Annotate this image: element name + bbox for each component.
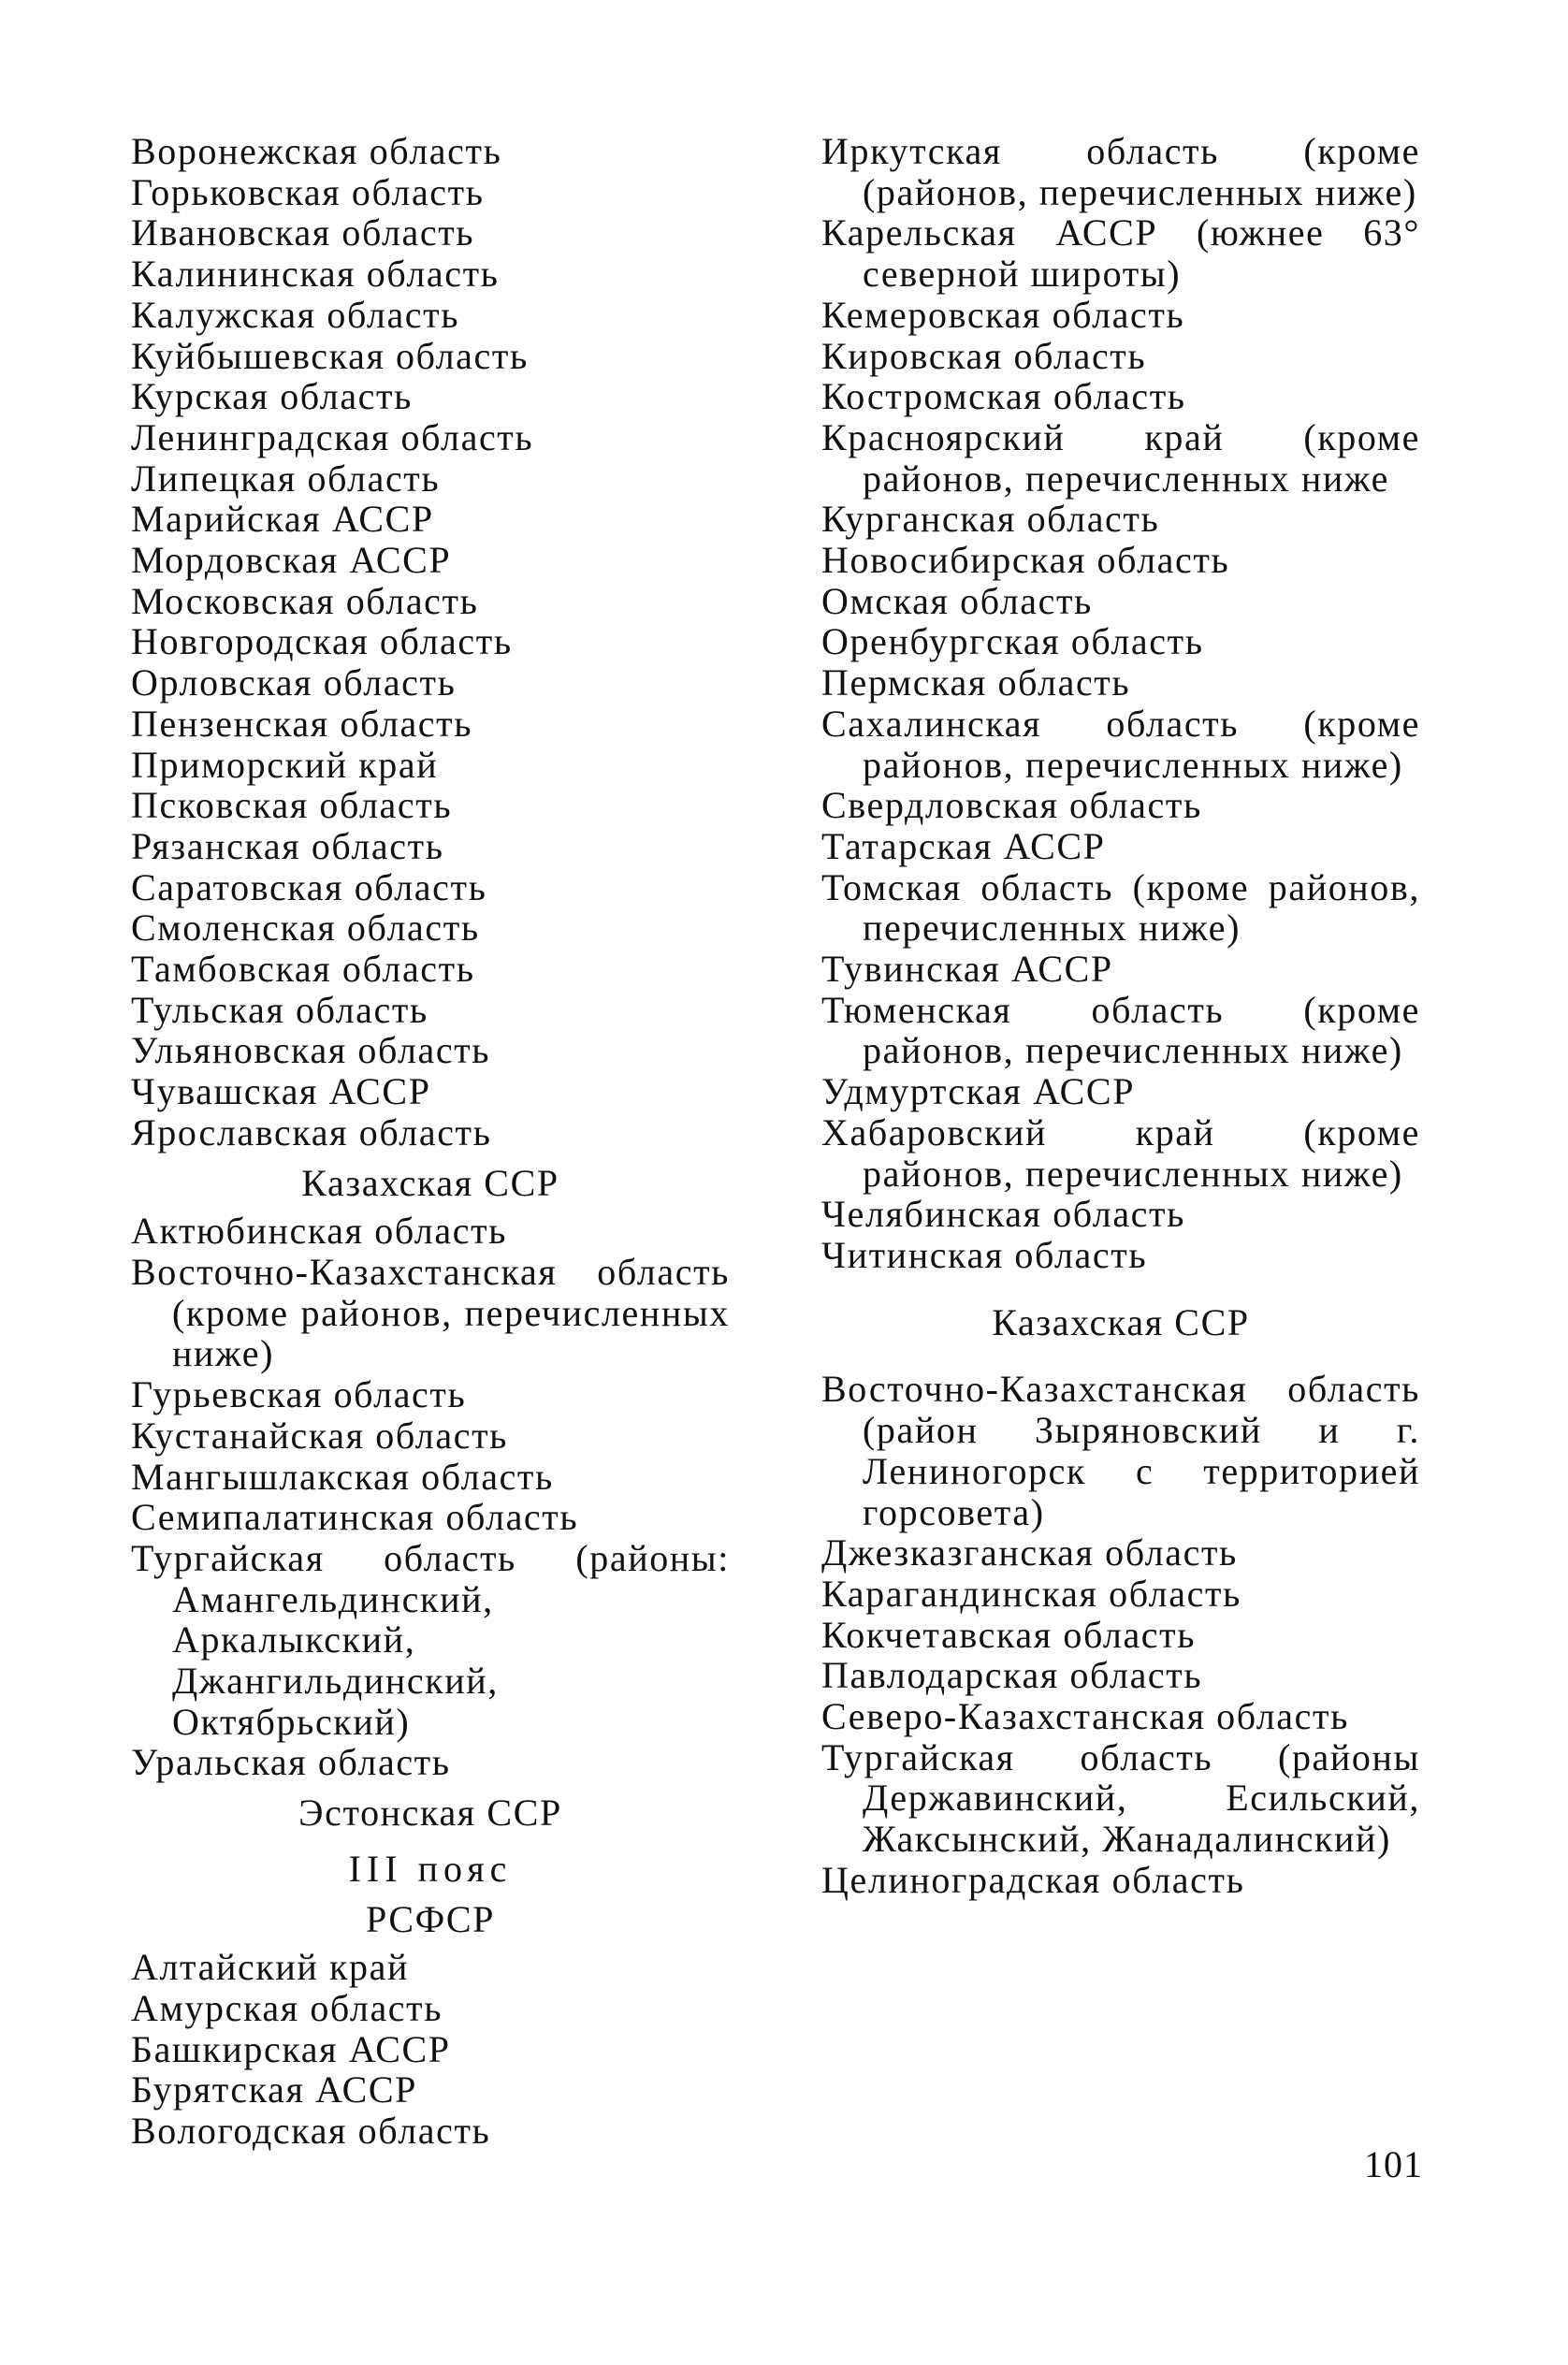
list-item: Свердловская область xyxy=(821,784,1202,827)
list-item: Горьковская область xyxy=(131,170,485,213)
list-item: Пермская область xyxy=(821,661,1131,704)
list-item: Гурьевская область xyxy=(131,1373,467,1416)
list-item: Карельская АССР (южнее 63° северной широты) xyxy=(821,211,1420,296)
list-item: Омская область xyxy=(821,579,1093,622)
region-list-left-1 xyxy=(131,131,730,1153)
list-item: Тамбовская область xyxy=(131,948,475,991)
list-item: Новосибирская область xyxy=(821,539,1230,582)
list-item: Тюменская область (кроме районов, перечисленных ниже) xyxy=(821,988,1420,1072)
section-heading-estonian-ssr: Эстонская ССР xyxy=(298,1792,562,1835)
section-heading-rsfsr: РСФСР xyxy=(366,1897,495,1940)
list-item: Марийская АССР xyxy=(131,498,434,541)
list-item: Ярославская область xyxy=(131,1110,492,1153)
list-item: Семипалатинская область xyxy=(131,1496,579,1539)
region-list-left-2 xyxy=(131,1211,730,1783)
list-item: Томская область (кроме районов, перечисленных ниже) xyxy=(821,865,1420,950)
list-item: Карагандинская область xyxy=(821,1572,1241,1615)
belt-heading: III пояс xyxy=(348,1847,513,1890)
list-item: Липецкая область xyxy=(131,457,441,500)
list-item: Орловская область xyxy=(131,661,457,704)
section-heading-kazakh-ssr: Казахская ССР xyxy=(992,1300,1250,1343)
list-item: Целиноградская область xyxy=(821,1858,1245,1901)
list-item: Ульяновская область xyxy=(131,1029,491,1072)
list-item: Алтайский край xyxy=(131,1946,409,1989)
list-item: Тургайская область (районы: Амангельдинский, Аркалыкский, Джангильдинский, Октябрьский) xyxy=(131,1536,730,1743)
list-item: Рязанская область xyxy=(131,824,444,867)
list-item: Красноярский край (кроме районов, перечисленных ниже xyxy=(821,415,1420,500)
list-item: Костромская область xyxy=(821,375,1186,418)
list-item: Мангышлакская область xyxy=(131,1455,554,1498)
list-item: Тульская область xyxy=(131,988,428,1031)
list-item: Пензенская область xyxy=(131,702,473,745)
region-list-right-1 xyxy=(821,131,1420,1276)
list-item: Оренбургская область xyxy=(821,620,1204,663)
list-item: Ленинградская область xyxy=(131,415,534,458)
list-item: Кустанайская область xyxy=(131,1414,508,1457)
list-item: Курганская область xyxy=(821,498,1160,541)
list-item: Калужская область xyxy=(131,293,460,336)
list-item: Курская область xyxy=(131,375,413,418)
list-item: Московская область xyxy=(131,579,479,622)
list-item: Кемеровская область xyxy=(821,293,1185,336)
list-item: Воронежская область xyxy=(131,130,502,172)
list-item: Ивановская область xyxy=(131,211,475,254)
list-item: Восточно-Казахстанская область (кроме районов, перечисленных ниже) xyxy=(131,1250,730,1375)
list-item: Бурятская АССР xyxy=(131,2068,417,2111)
list-item: Северо-Казахстанская область xyxy=(821,1695,1349,1738)
list-item: Чувашская АССР xyxy=(131,1070,431,1113)
left-column xyxy=(131,131,730,2152)
list-item: Новгородская область xyxy=(131,620,513,663)
page-number: 101 xyxy=(1364,2143,1423,2185)
list-item: Павлодарская область xyxy=(821,1654,1203,1697)
list-item: Приморский край xyxy=(131,743,439,786)
list-item: Уральская область xyxy=(131,1741,451,1784)
right-column xyxy=(821,131,1420,1901)
list-item: Смоленская область xyxy=(131,907,480,950)
list-item: Куйбышевская область xyxy=(131,334,529,377)
list-item: Саратовская область xyxy=(131,865,487,908)
list-item: Кировская область xyxy=(821,334,1147,377)
list-item: Тургайская область (районы Державинский, Есильский, Жаксынский, Жанадалинский) xyxy=(821,1735,1420,1861)
list-item: Иркутская область (кроме (районов, перечисленных ниже) xyxy=(821,130,1420,213)
list-item: Кокчетавская область xyxy=(821,1613,1197,1656)
list-item: Удмуртская АССР xyxy=(821,1070,1136,1113)
list-item: Вологодская область xyxy=(131,2110,491,2153)
list-item: Восточно-Казахстанская область (район Зыряновский и г. Лениногорск с территорией горсовета) xyxy=(821,1368,1420,1533)
list-item: Хабаровский край (кроме районов, перечисленных ниже) xyxy=(821,1110,1420,1195)
list-item: Челябинская область xyxy=(821,1193,1185,1236)
list-item: Башкирская АССР xyxy=(131,2027,451,2070)
list-item: Мордовская АССР xyxy=(131,539,452,582)
section-heading-kazakh-ssr: Казахская ССР xyxy=(301,1161,559,1204)
region-list-left-3 xyxy=(131,1947,730,2152)
list-item: Сахалинская область (кроме районов, перечисленных ниже) xyxy=(821,702,1420,786)
list-item: Тувинская АССР xyxy=(821,948,1113,991)
region-list-right-2 xyxy=(821,1369,1420,1900)
list-item: Джезказганская область xyxy=(821,1531,1238,1574)
list-item: Амурская область xyxy=(131,1986,443,2029)
list-item: Читинская область xyxy=(821,1233,1148,1276)
list-item: Татарская АССР xyxy=(821,824,1106,867)
list-item: Калининская область xyxy=(131,253,500,296)
list-item: Актюбинская область xyxy=(131,1210,508,1253)
list-item: Псковская область xyxy=(131,784,453,827)
